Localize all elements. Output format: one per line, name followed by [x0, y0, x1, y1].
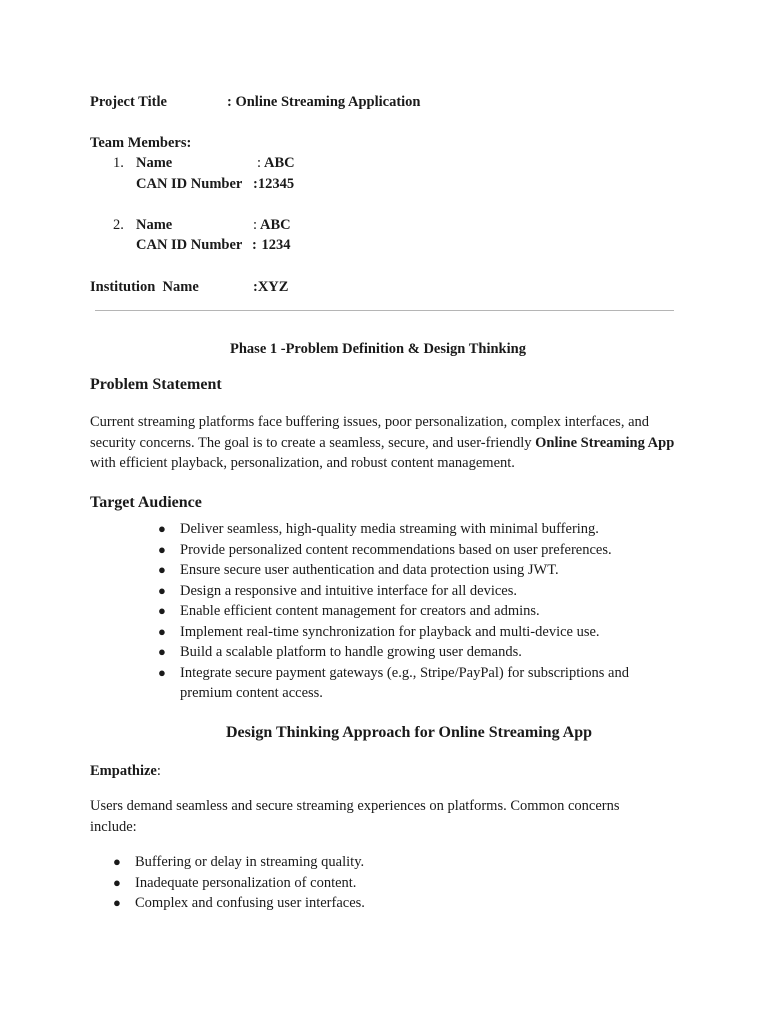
member-1-can-label: CAN ID Number [136, 176, 243, 192]
institution-value: :XYZ [253, 279, 289, 295]
empathize-text: Users demand seamless and secure streaming experiences on platforms. Common concerns include: [90, 798, 620, 835]
bullet-icon: ● [158, 623, 166, 639]
member-2-number: 2. [113, 217, 124, 233]
list-item [158, 519, 670, 540]
problem-statement-text [90, 412, 680, 474]
bullet-icon: ● [113, 895, 121, 910]
list-item-text: Buffering or delay in streaming quality. [135, 854, 365, 870]
concerns-list [113, 852, 635, 914]
problem-text-bold: Online Streaming App [535, 434, 675, 451]
list-item [158, 560, 670, 581]
list-item-text: Enable efficient content management for creators and admins. [180, 603, 540, 619]
bullet-icon: ● [158, 541, 166, 557]
target-audience-heading: Target Audience [90, 494, 202, 511]
bullet-icon: ● [158, 664, 166, 680]
member-1-number: 1. [113, 155, 124, 171]
list-item [113, 873, 635, 894]
empathize-colon: : [156, 763, 161, 779]
problem-statement-heading: Problem Statement [90, 376, 222, 393]
member-1-can-value: :12345 [253, 176, 295, 192]
project-title-value: : Online Streaming Application [227, 94, 421, 110]
bullet-icon: ● [113, 854, 121, 869]
member-1-name-sep: : [257, 155, 262, 171]
list-item [158, 642, 670, 663]
list-item-text: Complex and confusing user interfaces. [135, 895, 365, 911]
horizontal-divider [95, 310, 674, 311]
list-item [158, 581, 670, 602]
bullet-icon: ● [158, 644, 166, 659]
problem-text-after: with efficient playback, personalization, and robust content management. [90, 455, 515, 471]
list-item [158, 622, 670, 643]
member-2-name-label: Name [136, 217, 173, 233]
member-2-can-value: : 1234 [252, 237, 291, 253]
member-2-name-value: ABC [260, 217, 291, 233]
target-audience-list [158, 519, 670, 704]
list-item-text: Deliver seamless, high-quality media streaming with minimal buffering. [180, 521, 599, 537]
list-item-text: Implement real-time synchronization for playback and multi-device use. [180, 623, 600, 640]
bullet-icon: ● [158, 603, 166, 618]
list-item [113, 852, 635, 873]
bullet-icon: ● [158, 562, 166, 577]
design-thinking-heading: Design Thinking Approach for Online Streaming App [226, 724, 593, 741]
list-item [113, 893, 635, 914]
member-1-name-label: Name [136, 155, 173, 171]
list-item-text: Build a scalable platform to handle growing user demands. [180, 644, 522, 660]
list-item-text: Ensure secure user authentication and data protection using JWT. [180, 562, 559, 578]
team-members-label: Team Members: [90, 135, 192, 151]
member-2-name-sep: : [253, 217, 258, 233]
list-item [158, 601, 670, 622]
institution-label: Institution Name [90, 279, 199, 295]
bullet-icon: ● [113, 874, 121, 890]
list-item-text: Inadequate personalization of content. [135, 874, 357, 891]
bullet-icon: ● [158, 521, 166, 536]
empathize-line [90, 761, 161, 782]
empathize-label: Empathize [90, 763, 157, 779]
project-title-label: Project Title [90, 94, 167, 110]
list-item [158, 540, 670, 561]
member-1-name-value: ABC [264, 155, 295, 171]
bullet-icon: ● [158, 582, 166, 598]
list-item [158, 663, 670, 704]
member-2-can-label: CAN ID Number [136, 237, 243, 253]
problem-text-before: Current streaming platforms face buffering issues, poor personalization, complex interfaces, and security concerns. The goal is to create a seamless, secure, and user-friendly [90, 414, 650, 451]
list-item-text: Integrate secure payment gateways (e.g., Stripe/PayPal) for subscriptions and premium content access. [180, 664, 629, 701]
list-item-text: Provide personalized content recommendations based on user preferences. [180, 541, 612, 558]
list-item-text: Design a responsive and intuitive interface for all devices. [180, 582, 518, 599]
phase-title: Phase 1 -Problem Definition & Design Thinking [230, 341, 526, 357]
